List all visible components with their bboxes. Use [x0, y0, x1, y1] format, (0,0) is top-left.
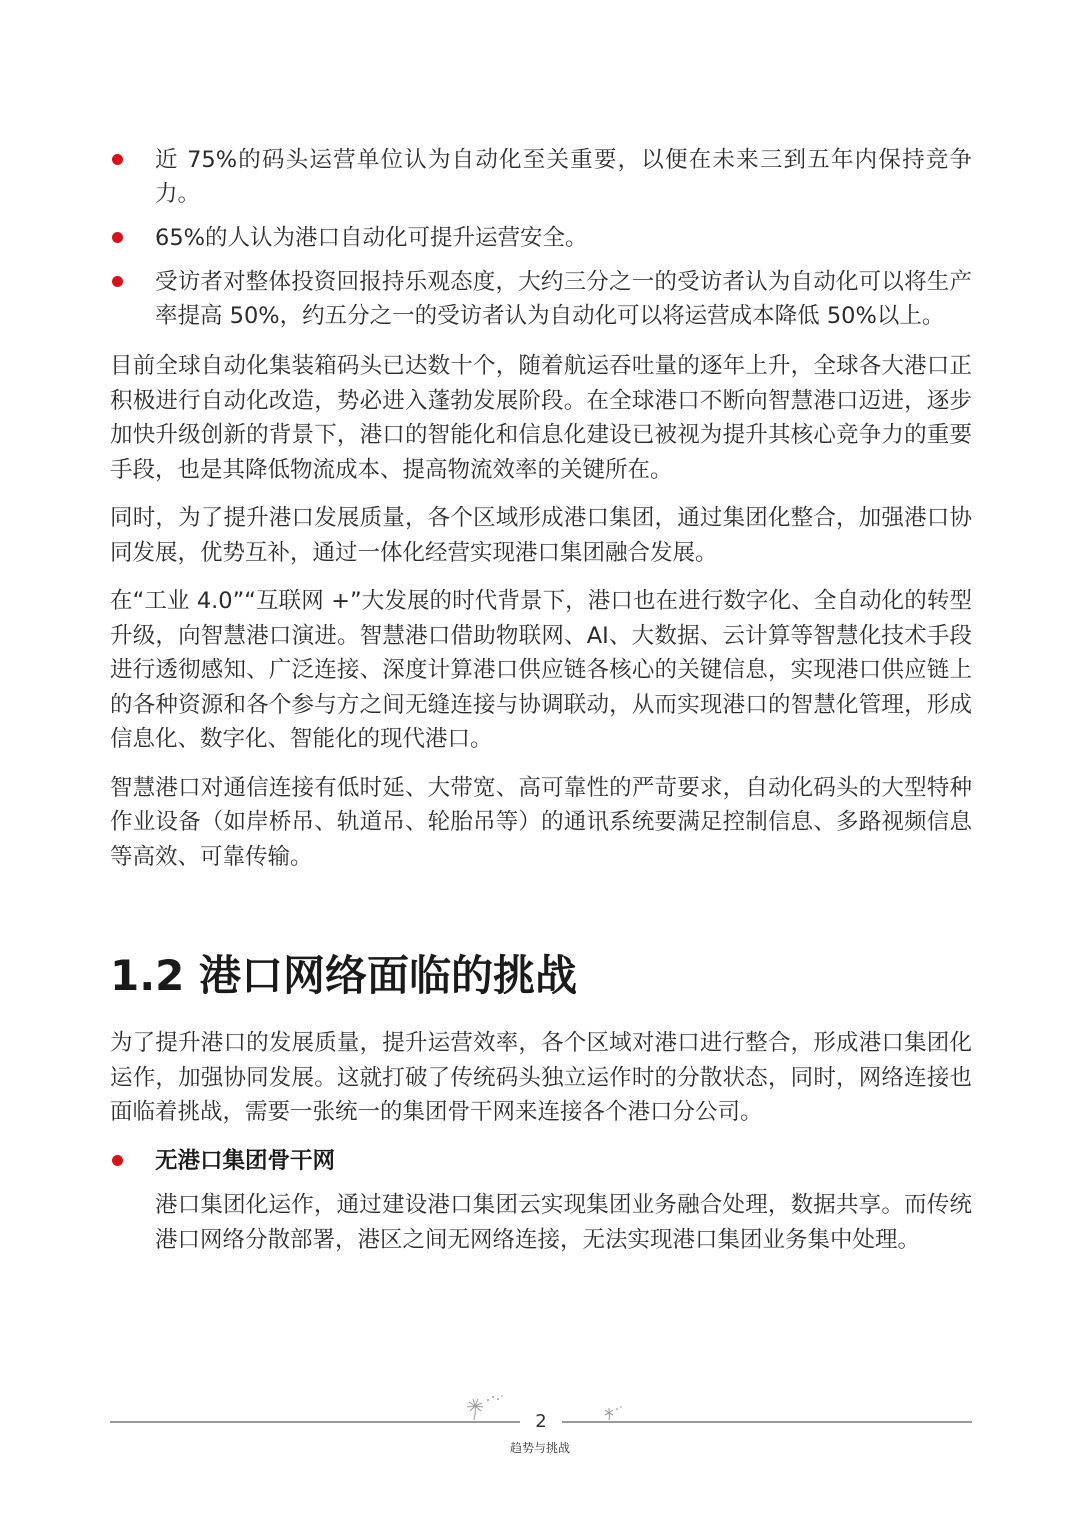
bullet-dot-icon	[112, 232, 123, 243]
section-heading: 1.2 港口网络面临的挑战	[110, 951, 578, 1000]
body-paragraph: 在“工业 4.0”“互联网 +”大发展的时代背景下，港口也在进行数字化、全自动化的转型升级，向智慧港口演进。智慧港口借助物联网、AI、大数据、云计算等智慧化技术手段进行透彻感知、广泛连接、深度计算港口供应链各核心的关键信息，实现港口供应链上的各种资源和各个参与方之间无缝连接与协调联动，从而实现港口的智慧化管理，形成信息化、数字化、智能化的现代港口。	[110, 588, 972, 752]
list-item	[110, 143, 972, 211]
section-bullet-label: 无港口集团骨干网	[155, 1147, 336, 1174]
bullet-dot-icon	[112, 276, 123, 287]
bullet-dot-icon	[112, 1155, 123, 1166]
section-intro-paragraph: 为了提升港口的发展质量，提升运营效率，各个区域对港口进行整合，形成港口集团化运作，加强协同发展。这就打破了传统码头独立运作时的分散状态，同时，网络连接也面临着挑战，需要一张统一的集团骨干网来连接各个港口分公司。	[110, 1030, 972, 1125]
body-paragraph: 同时，为了提升港口发展质量，各个区域形成港口集团，通过集团化整合，加强港口协同发展，优势互补，通过一体化经营实现港口集团融合发展。	[110, 505, 972, 566]
list-item	[110, 221, 972, 255]
bullet-text: 近 75%的码头运营单位认为自动化至关重要，以便在未来三到五年内保持竞争力。	[155, 147, 972, 207]
bullet-text: 受访者对整体投资回报持乐观态度，大约三分之一的受访者认为自动化可以将生产率提高 50%，约五分之一的受访者认为自动化可以将运营成本降低 50%以上。	[155, 269, 972, 329]
section-bullet-body: 港口集团化运作，通过建设港口集团云实现集团业务融合处理，数据共享。而传统港口网络分散部署，港区之间无网络连接，无法实现港口集团业务集中处理。	[155, 1191, 972, 1253]
footer-title: 趋势与挑战	[509, 1441, 570, 1455]
section-bullet	[110, 1144, 972, 1178]
page-number: 2	[535, 1411, 547, 1432]
dandelion-right-icon	[600, 1404, 624, 1422]
body-paragraph: 目前全球自动化集装箱码头已达数十个，随着航运吞吐量的逐年上升，全球各大港口正积极进行自动化改造，势必进入蓬勃发展阶段。在全球港口不断向智慧港口迈进，逐步加快升级创新的背景下，港口的智能化和信息化建设已被视为提升其核心竞争力的重要手段，也是其降低物流成本、提高物流效率的关键所在。	[110, 353, 972, 483]
dandelion-left-icon	[462, 1392, 506, 1422]
list-item	[110, 265, 972, 333]
bullet-text: 65%的人认为港口自动化可提升运营安全。	[155, 225, 588, 251]
bullet-dot-icon	[112, 154, 123, 165]
page-content	[110, 143, 972, 1258]
body-paragraph: 智慧港口对通信连接有低时延、大带宽、高可靠性的严苛要求，自动化码头的大型特种作业设备（如岸桥吊、轨道吊、轮胎吊等）的通讯系统要满足控制信息、多路视频信息等高效、可靠传输。	[110, 774, 972, 870]
key-findings-list	[110, 143, 972, 333]
